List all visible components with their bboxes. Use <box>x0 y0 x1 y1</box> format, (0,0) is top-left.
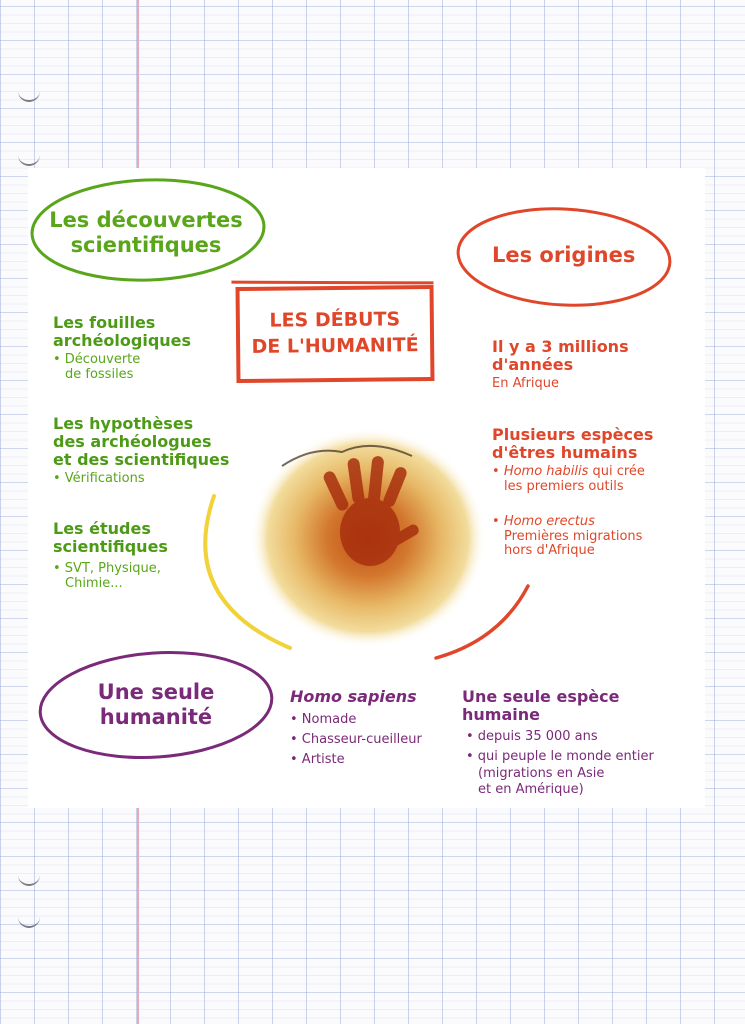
bullet-item: • Découverte <box>53 352 141 367</box>
bullet-item: • qui peuple le monde entier <box>466 749 654 765</box>
bullet-continuation: (migrations en Asie <box>478 765 605 781</box>
bullet-item: • depuis 35 000 ans <box>466 729 598 744</box>
heading-line: scientifiques <box>53 537 168 557</box>
hypotheses-heading <box>53 415 229 469</box>
erectus-item <box>492 515 642 559</box>
heading-line: d'êtres humains <box>492 443 638 463</box>
especes-heading <box>492 426 653 462</box>
heading-line: Une seule espèce <box>462 687 620 706</box>
heading-line: d'années <box>492 355 574 375</box>
heading-line: archéologiques <box>53 331 192 351</box>
espece-bullets <box>466 729 654 798</box>
bullet-continuation: Premières migrations <box>504 528 643 544</box>
heading-line: Une seule <box>97 680 215 704</box>
hypotheses-bullet: • Vérifications <box>53 471 145 486</box>
humanite-heading <box>66 680 246 730</box>
heading-line: humaine <box>462 705 540 725</box>
heading-line: Les hypothèses <box>53 414 194 433</box>
species-name: Homo habilis <box>503 464 589 479</box>
etudes-bullets <box>53 562 161 591</box>
sapiens-heading: Homo sapiens <box>290 687 417 706</box>
heading-line: scientifiques <box>70 233 222 258</box>
heading-line: Les études <box>53 519 151 538</box>
heading-line: humanité <box>99 705 213 730</box>
title-line: LES DÉBUTS <box>269 308 401 333</box>
bullet-item: • Nomade <box>290 712 357 727</box>
origines-heading: Les origines <box>492 243 636 267</box>
heading-line: des archéologues <box>53 432 212 452</box>
millions-heading <box>492 338 629 374</box>
bullet-mark: • <box>492 464 500 479</box>
heading-line: Les découvertes <box>49 208 243 232</box>
bullet-continuation: Chimie... <box>65 575 123 591</box>
bullet-mark: • <box>492 514 500 529</box>
bullet-continuation: hors d'Afrique <box>504 543 595 559</box>
bullet-continuation: de fossiles <box>65 366 134 382</box>
bullet-continuation: et en Amérique) <box>478 781 584 797</box>
millions-text: En Afrique <box>492 376 560 391</box>
heading-line: Plusieurs espèces <box>492 425 654 444</box>
espece-heading <box>462 688 620 724</box>
title-line: DE L'HUMANITÉ <box>251 334 419 358</box>
species-name: Homo erectus <box>503 514 595 529</box>
habilis-item <box>492 465 645 494</box>
bullet-item: • Artiste <box>290 752 345 768</box>
sapiens-bullets <box>290 710 422 770</box>
page-title <box>236 285 435 383</box>
etudes-heading <box>53 520 168 556</box>
heading-line: Il y a 3 millions <box>492 337 629 356</box>
heading-line: et des scientifiques <box>53 450 230 470</box>
fouilles-heading <box>53 314 191 350</box>
fouilles-bullets <box>53 353 140 382</box>
species-text: qui crée <box>588 464 645 479</box>
bullet-item: • Chasseur-cueilleur <box>290 732 422 748</box>
decouvertes-heading <box>46 208 246 258</box>
bullet-item: • SVT, Physique, <box>53 561 161 576</box>
heading-line: Les fouilles <box>53 313 156 332</box>
bullet-continuation: les premiers outils <box>504 478 624 494</box>
